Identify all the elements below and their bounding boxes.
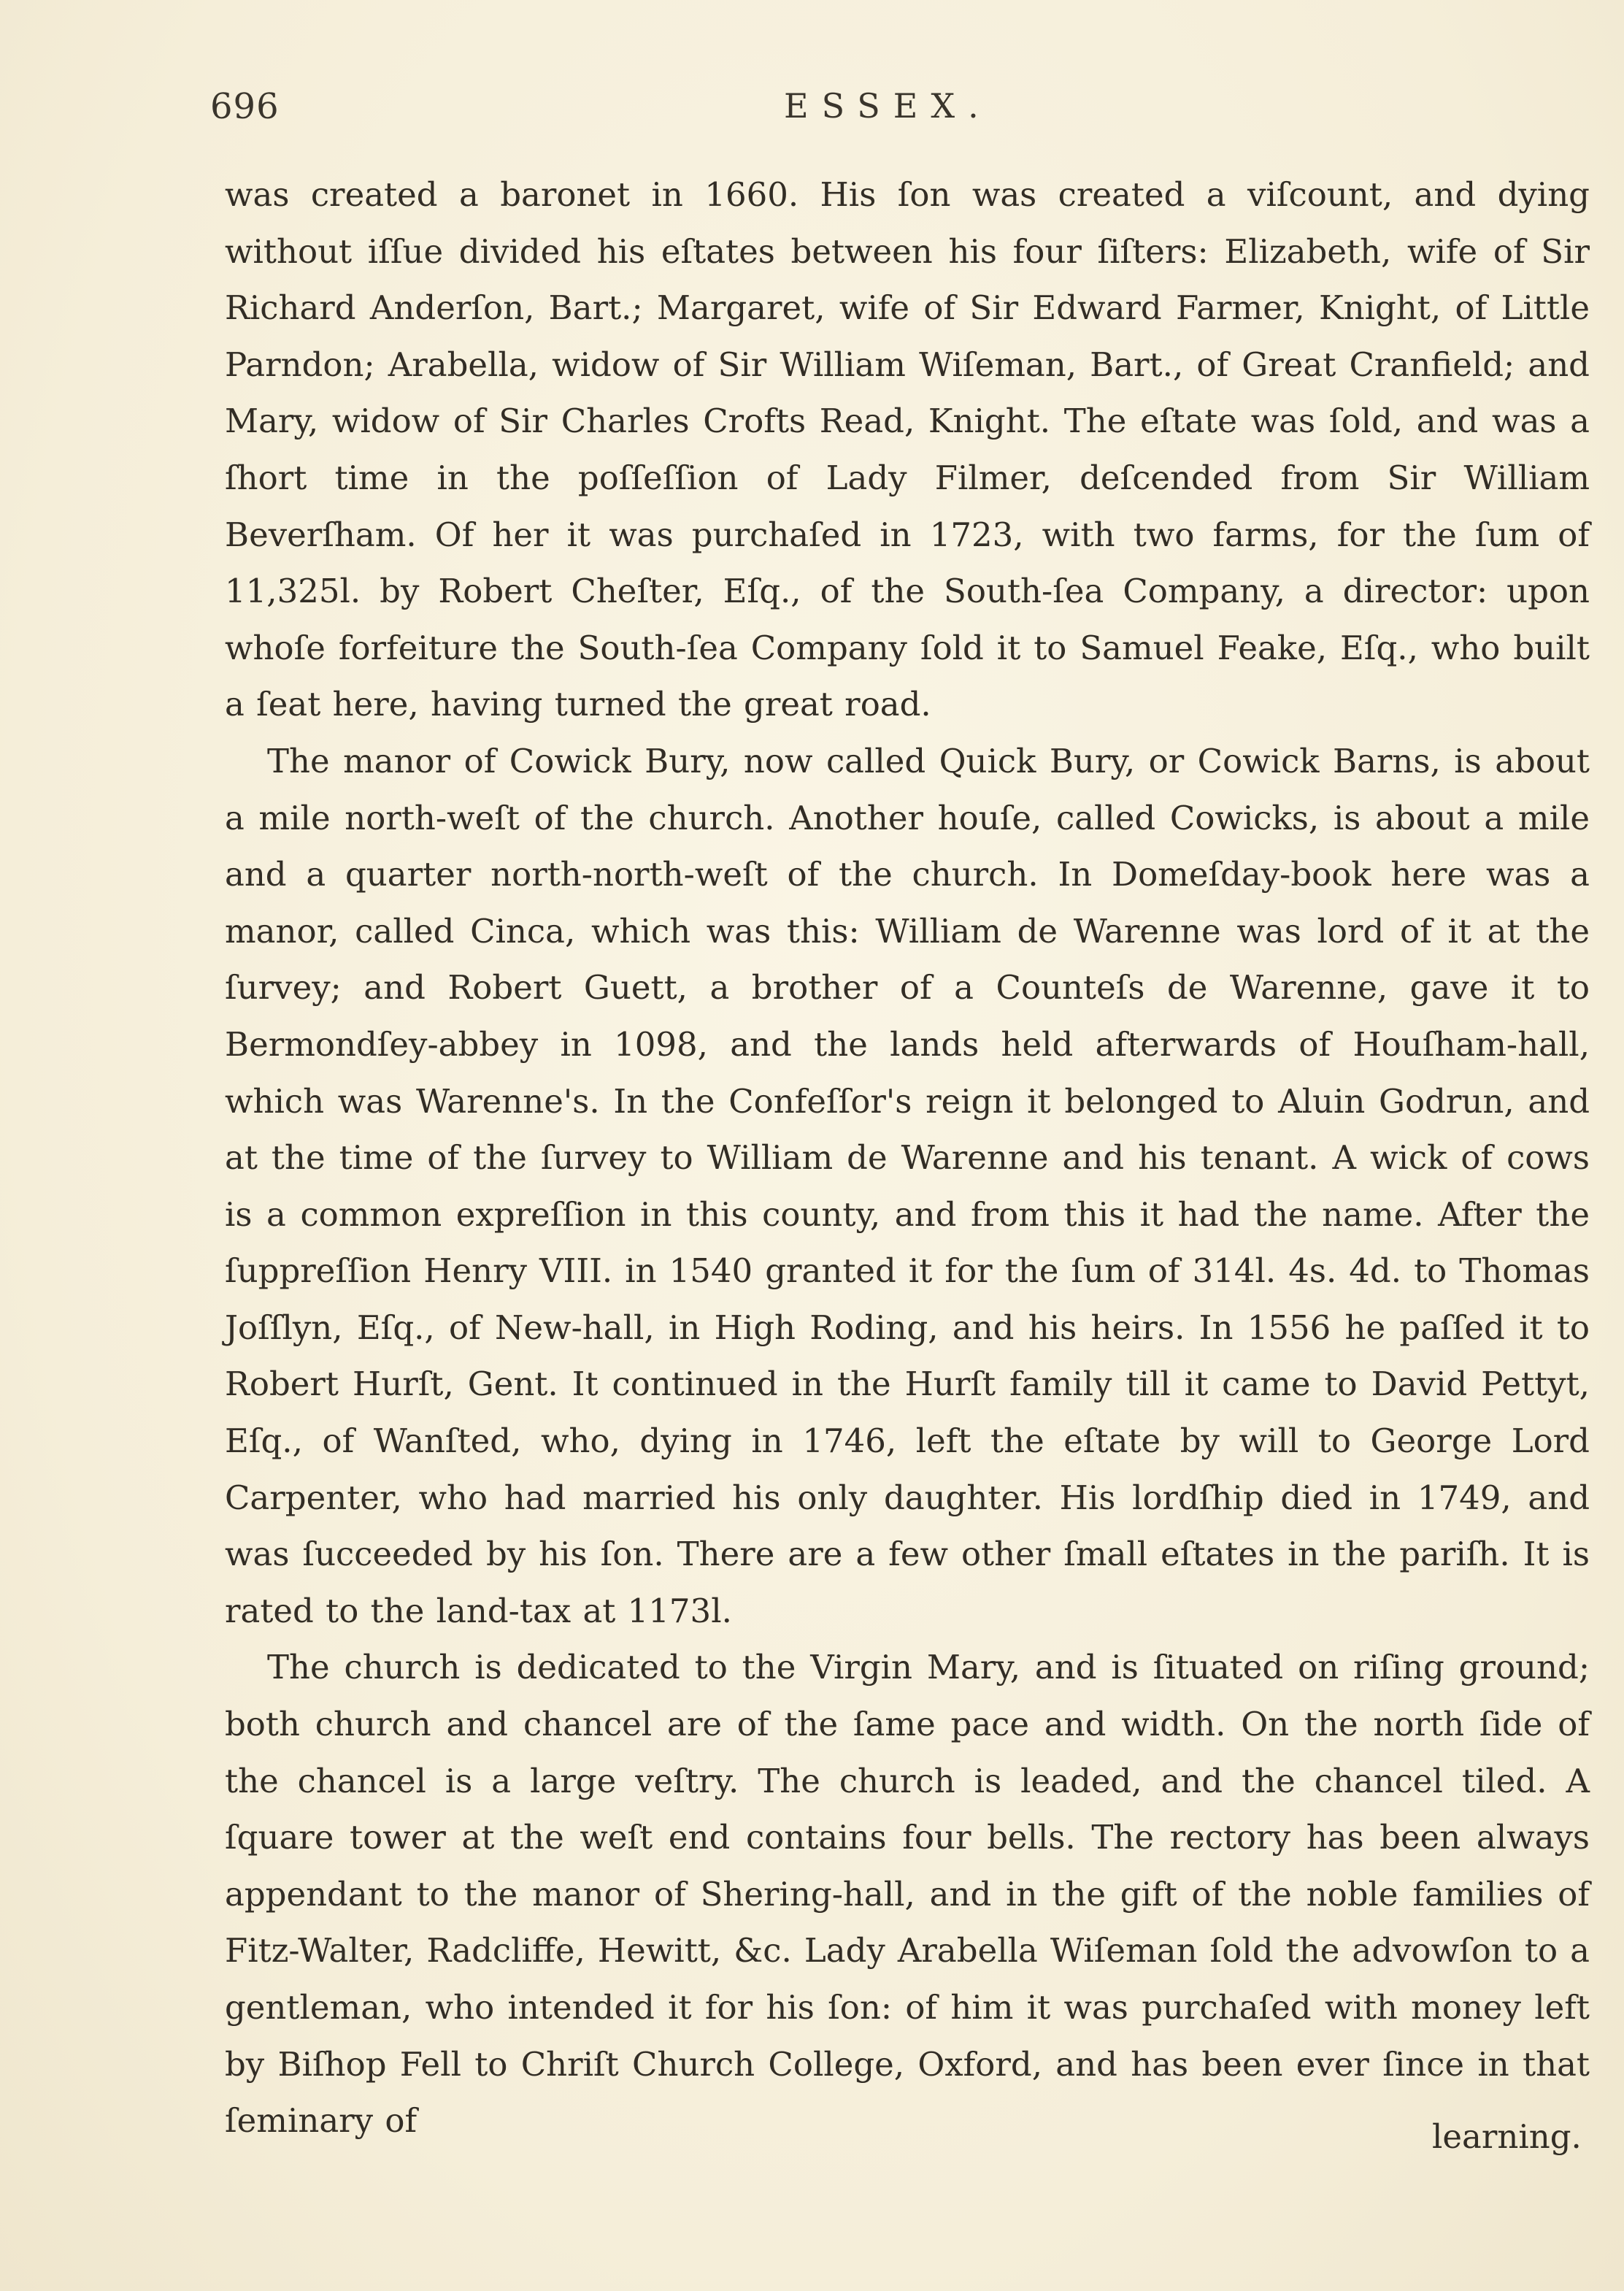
paragraph-1: was created a baronet in 1660. His ſon was created a viſcount, and dying without iſſue divided his eſtates between his four ſiſters: Elizabeth, wife of Sir Richard Anderſon, Bart.; Margaret, wife of Sir Edward Farmer, Knight, of Little Parndon; Arabella, widow of Sir William Wiſeman, Bart., of Great Cranfield; and Mary, widow of Sir Charles Crofts Read, Knight. The eſtate was ſold, and was a ſhort time in the poſſeſſion of Lady Filmer, deſcended from Sir William Beverſham. Of her it was purchaſed in 1723, with two farms, for the ſum of 11,325l. by Robert Cheſter, Eſq., of the South-ſea Company, a director: upon whoſe forfeiture the South-ſea Company ſold it to Samuel Feake, Eſq., who built a ſeat here, having turned the great road. [225,175,1590,724]
body-text [225,166,1590,2149]
page-number: 696 [210,86,280,127]
paragraph-3: The church is dedicated to the Virgin Mary, and is ſituated on riſing ground; both church and chancel are of the ſame pace and width. On the north ſide of the chancel is a large veſtry. The church is leaded, and the chancel tiled. A ſquare tower at the weſt end contains four bells. The rectory has been always appendant to the manor of Shering-hall, and in the gift of the noble families of Fitz-Walter, Radcliffe, Hewitt, &c. Lady Arabella Wiſeman ſold the advowſon to a gentleman, who intended it for his ſon: of him it was purchaſed with money left by Biſhop Fell to Chriſt Church College, Oxford, and has been ever ſince in that ſeminary of [225,1648,1590,2141]
closing-word: learning. [1432,2117,1582,2156]
paragraph-2: The manor of Cowick Bury, now called Quick Bury, or Cowick Barns, is about a mile north-weſt of the church. Another houſe, called Cowicks, is about a mile and a quarter north-north-weſt of the church. In Domeſday-book here was a manor, called Cinca, which was this: William de Warenne was lord of it at the ſurvey; and Robert Guett, a brother of a Counteſs de Warenne, gave it to Bermondſey-abbey in 1098, and the lands held afterwards of Houſham-hall, which was Warenne's. In the Confeſſor's reign it belonged to Aluin Godrun, and at the time of the ſurvey to William de Warenne and his tenant. A wick of cows is a common expreſſion in this county, and from this it had the name. After the ſuppreſſion Henry VIII. in 1540 granted it for the ſum of 314l. 4s. 4d. to Thomas Joſſlyn, Eſq., of New-hall, in High Roding, and his heirs. In 1556 he paſſed it to Robert Hurſt, Gent. It continued in the Hurſt family till it came to David Pettyt, Eſq., of Wanſted, who, dying in 1746, left the eſtate by will to George Lord Carpenter, who had married his only daughter. His lordſhip died in 1749, and was ſucceeded by his ſon. There are a few other ſmall eſtates in the pariſh. It is rated to the land-tax at 1173l. [225,741,1590,1630]
running-head: ESSEX. [784,86,992,126]
